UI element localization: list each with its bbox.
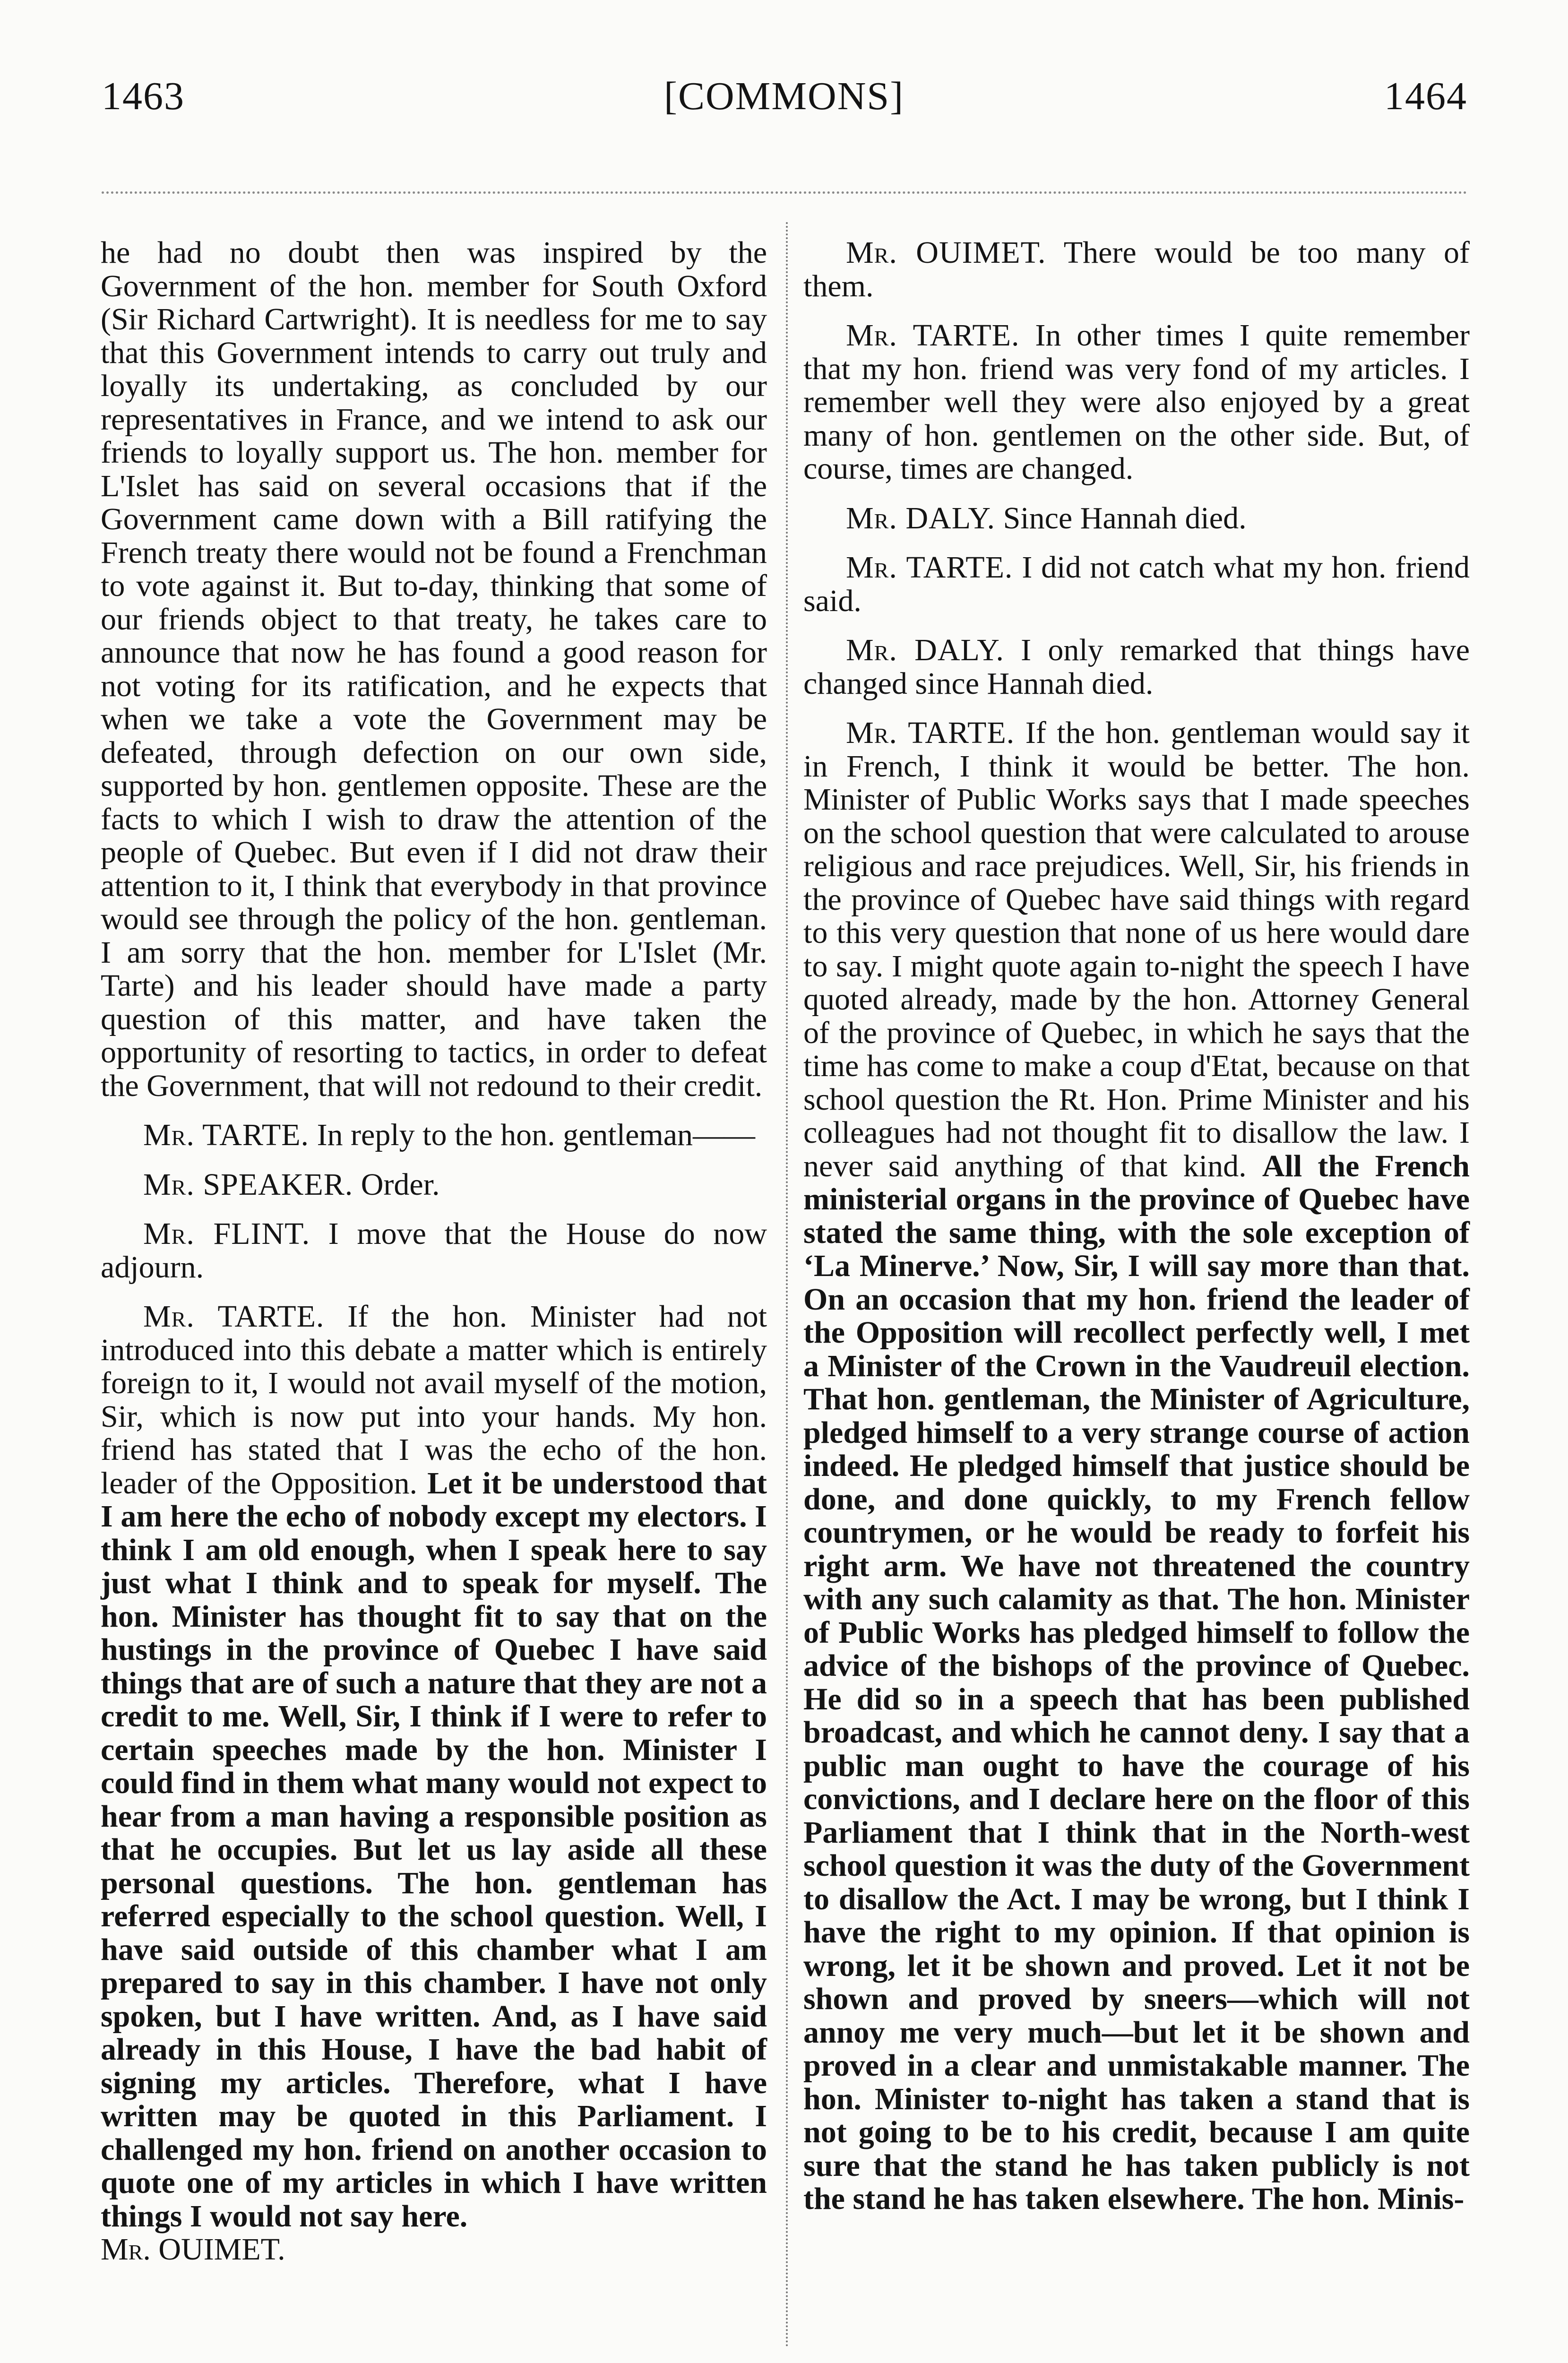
speech-text: Order. <box>361 1167 440 1202</box>
speech <box>803 319 1470 486</box>
speech <box>803 502 1470 535</box>
column-divider <box>786 222 788 2349</box>
speaker-name: Mr. TARTE. <box>846 550 1013 585</box>
left-column <box>101 236 767 2267</box>
right-column <box>803 236 1470 2216</box>
speaker-name: Mr. DALY. <box>846 500 996 535</box>
speech <box>101 1217 767 1284</box>
speaker-name: Mr. TARTE. <box>143 1118 310 1152</box>
speech-text-bold: All the French ministerial organs in the province of Quebec have stated the same thing, with the sole exception of ‘La Minerve.’ Now, Sir, I will say more than that. On an occasion that my hon. friend the leader of the Opposition will recollect perfectly well, I met a Minister of the Crown in the Vaudreuil election. That hon. gentleman, the Minister of Agriculture, pledged himself to a very strange course of action indeed. He pledged himself that justice should be done, and done quickly, to my French fellow countrymen, or he would be ready to forfeit his right arm. We have not threatened the country with any such calamity as that. The hon. Minister of Public Works has pledged himself to follow the advice of the bishops of the province of Quebec. He did so in a speech that has been published broadcast, and which he cannot deny. I say that a public man ought to have the courage of his convictions, and I declare here on the floor of this Parliament that I think that in the North-west school question it was the duty of the Government to disallow the Act. I may be wrong, but I think I have the right to my opinion. If that opinion is wrong, let it be shown and proved. Let it not be shown and proved by sneers—which will not annoy me very much—but let it be shown and proved in a clear and unmistakable manner. The hon. Minister to-night has taken a stand that is not going to be to his credit, because I am quite sure that the stand he has taken publicly is not the stand he has taken elsewhere. The hon. Minis- <box>803 1148 1470 2216</box>
speech-text: In reply to the hon. gentleman—— <box>317 1118 756 1152</box>
speaker-name: Mr. TARTE. <box>143 1299 325 1334</box>
speaker-name: Mr. TARTE. <box>846 716 1015 750</box>
speaker-name: Mr. SPEAKER. <box>143 1167 353 1202</box>
speech-text-bold: Let it be understood that I am here the echo of nobody except my electors. I think I am old enough, when I speak here to say just what I think and to speak for myself. The hon. Minister has thought fit to say that on the hustings in the province of Quebec I have said things that are of such a nature that they are not a credit to me. Well, Sir, I think if I were to refer to certain speeches made by the hon. Minister I could find in them what many would not expect to hear from a man having a responsible position as that he occupies. But let us lay aside all these personal questions. The hon. gentleman has referred especially to the school question. Well, I have said outside of this chamber what I am prepared to say in this chamber. I have not only spoken, but I have written. And, as I have said already in this House, I have the bad habit of signing my articles. Therefore, what I have written may be quoted in this Parliament. I challenged my hon. friend on another occasion to quote one of my articles in which I have written things I would not say here. <box>101 1466 767 2234</box>
speech-text: I did not catch what my hon. friend said. <box>803 550 1470 618</box>
speech-text: In other times I quite remember that my hon. friend was very fond of my articles. I remember well they were also enjoyed by a great many of hon. gentlemen on the other side. But, of course, times are changed. <box>803 318 1470 486</box>
speech <box>101 1119 767 1152</box>
speech-text: If the hon. Minister had not introduced into this debate a matter which is entirely foreign to it, I would not avail myself of the motion, Sir, which is now put into your hands. My hon. friend has stated that I was the echo of the hon. leader of the Opposition. <box>101 1299 767 1501</box>
paragraph: he had no doubt then was inspired by the Government of the hon. member for South Oxford (Sir Richard Cartwright). It is needless for me to say that this Government intends to carry out truly and loyally its undertaking, as concluded by our representatives in France, and we intend to ask our friends to loyally support us. The hon. member for L'Islet has said on several occasions that if the Government came down with a Bill ratifying the French treaty there would not be found a Frenchman to vote against it. But to-day, thinking that some of our friends object to that treaty, he takes care to announce that now he has found a good reason for not voting for its ratification, and he expects that when we take a vote the Government may be defeated, through defection on our own side, supported by hon. gentlemen opposite. These are the facts to which I wish to draw the attention of the people of Quebec. But even if I did not draw their attention to it, I think that everybody in that province would see through the policy of the hon. gentleman. I am sorry that the hon. member for L'Islet (Mr. Tarte) and his leader should have made a party question of this matter, and have taken the opportunity of resorting to tactics, in order to defeat the Government, that will not redound to their credit. <box>101 235 767 1103</box>
speech-text: There would be too many of them. <box>803 235 1470 303</box>
speaker-name: Mr. DALY. <box>846 633 1004 667</box>
page-number-right: 1464 <box>1384 74 1467 118</box>
speech <box>101 1300 767 2233</box>
next-speaker-catchword: Mr. OUIMET. <box>101 2232 285 2267</box>
speech-text: I only remarked that things have changed since Hannah died. <box>803 633 1470 701</box>
speech <box>101 1168 767 1202</box>
speaker-name: Mr. FLINT. <box>143 1216 310 1251</box>
page-header <box>102 73 1467 130</box>
speaker-name: Mr. OUIMET. <box>846 235 1046 270</box>
speech <box>803 716 1470 2216</box>
speech-text: Since Hannah died. <box>1003 500 1247 535</box>
speech-text: If the hon. gentleman would say it in French, I think it would be better. The hon. Minister of Public Works says that I made speeches on the school question that were calculated to arouse religious and race prejudices. Well, Sir, his friends in the province of Quebec have said things with regard to this very question that none of us here would dare to say. I might quote again to-night the speech I have quoted already, made by the hon. Attorney General of the province of Quebec, in which he says that the time has come to make a coup d'Etat, because on that school question the Rt. Hon. Prime Minister and his colleagues had not thought fit to disallow the law. I never said anything of that kind. <box>803 716 1470 1183</box>
page-number-left: 1463 <box>102 74 185 118</box>
speaker-name: Mr. TARTE. <box>846 318 1020 353</box>
speech <box>803 634 1470 700</box>
running-title: [COMMONS] <box>664 74 905 118</box>
speech-text: I move that the House do now adjourn. <box>101 1216 767 1285</box>
speech <box>803 236 1470 303</box>
speech <box>803 551 1470 618</box>
header-rule <box>102 191 1467 194</box>
